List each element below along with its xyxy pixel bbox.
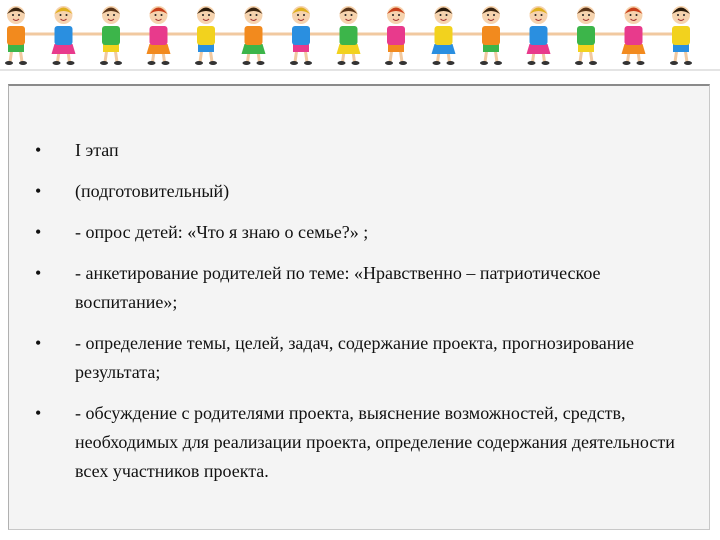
list-item-text: I этап xyxy=(75,140,119,160)
slide-content-frame xyxy=(8,84,710,530)
bullet-dot: • xyxy=(35,140,42,160)
list-item xyxy=(35,259,685,317)
bullet-dot: • xyxy=(35,333,42,353)
header-banner xyxy=(0,0,720,72)
list-item xyxy=(35,218,685,247)
list-item-text: - определение темы, целей, задач, содержание проекта, прогнозирование результата; xyxy=(75,333,635,382)
list-item-text: - анкетирование родителей по теме: «Нравственно – патриотическое воспитание»; xyxy=(75,263,601,312)
list-item xyxy=(35,329,685,387)
bullet-dot: • xyxy=(35,181,42,201)
list-item-text: - опрос детей: «Что я знаю о семье?» ; xyxy=(75,222,369,242)
list-item xyxy=(35,136,685,165)
list-item xyxy=(35,177,685,206)
bullet-dot: • xyxy=(35,222,42,242)
slide-body xyxy=(35,136,685,498)
list-item-text: (подготовительный) xyxy=(75,181,230,201)
bullet-list xyxy=(35,136,685,486)
list-item xyxy=(35,399,685,486)
bullet-dot: • xyxy=(35,403,42,423)
bullet-dot: • xyxy=(35,263,42,283)
children-holding-hands-icon xyxy=(0,0,720,72)
list-item-text: - обсуждение с родителями проекта, выяснение возможностей, средств, необходимых для реализации проекта, определение содержания деятельности всех участников проекта. xyxy=(75,403,675,481)
